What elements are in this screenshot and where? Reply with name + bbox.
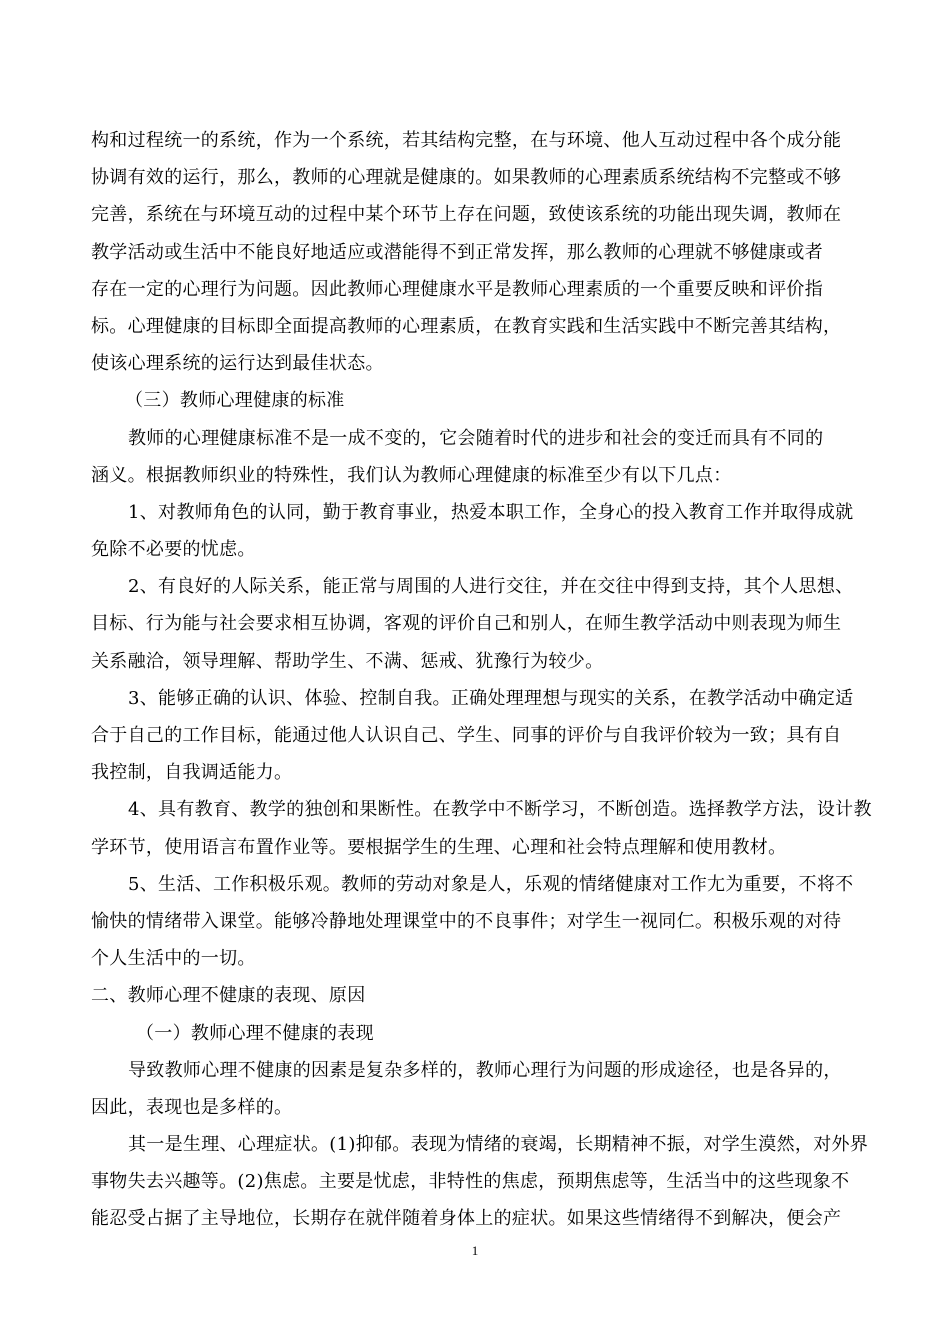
body-line: 因此，表现也是多样的。 [91,1096,293,1118]
section-heading-manifestations: （一）教师心理不健康的表现 [136,1022,374,1044]
list-item-3: 3、能够正确的认识、体验、控制自我。正确处理理想与现实的关系，在教学活动中确定适 [128,687,854,709]
document-body [91,122,872,1238]
body-line: 标。心理健康的目标即全面提高教师的心理素质，在教育实践和生活实践中不断完善其结构， [91,315,842,337]
body-line: 关系融洽，领导理解、帮助学生、不满、惩戒、犹豫行为较少。 [91,650,604,672]
body-line: 教师的心理健康标准不是一成不变的，它会随着时代的进步和社会的变迁而具有不同的 [128,427,824,449]
body-line: 存在一定的心理行为问题。因此教师心理健康水平是教师心理素质的一个重要反映和评价指 [91,278,823,300]
body-line: 完善，系统在与环境互动的过程中某个环节上存在问题，致使该系统的功能出现失调，教师在 [91,204,842,226]
body-line: 目标、行为能与社会要求相互协调，客观的评价自己和别人，在师生教学活动中则表现为师生 [91,613,842,635]
body-line: 导致教师心理不健康的因素是复杂多样的，教师心理行为问题的形成途径，也是各异的， [128,1059,842,1081]
body-line: 免除不必要的忧虑。 [91,539,256,561]
section-heading-standards: （三）教师心理健康的标准 [125,390,345,412]
body-line: 其一是生理、心理症状。(1)抑郁。表现为情绪的衰竭，长期精神不振，对学生漠然，对外界 [128,1134,869,1156]
list-item-4: 4、具有教育、教学的独创和果断性。在教学中不断学习，不断创造。选择教学方法，设计教 [128,799,872,821]
body-line: 能忍受占据了主导地位，长期存在就伴随着身体上的症状。如果这些情绪得不到解决，便会产 [91,1208,842,1230]
list-item-5: 5、生活、工作积极乐观。教师的劳动对象是人，乐观的情绪健康对工作尢为重要，不将不 [128,873,854,895]
body-line: 合于自己的工作目标，能通过他人认识自己、学生、同事的评价与自我评价较为一致；具有自 [91,725,842,746]
body-line: 愉快的情绪带入课堂。能够冷静地处理课堂中的不良事件；对学生一视同仁。积极乐观的对待 [91,910,842,932]
body-line: 学环节，使用语言布置作业等。要根据学生的生理、心理和社会特点理解和使用教材。 [91,836,787,858]
list-item-2: 2、有良好的人际关系，能正常与周围的人进行交往，并在交往中得到支持，其个人思想、 [128,576,854,598]
body-line: 事物失去兴趣等。(2)焦虑。主要是忧虑，非特性的焦虑，预期焦虑等，生活当中的这些现象不 [91,1171,850,1193]
body-line: 使该心理系统的运行达到最佳状态。 [91,353,384,375]
body-line: 个人生活中的一切。 [91,948,256,970]
body-line: 构和过程统一的系统，作为一个系统，若其结构完整，在与环境、他人互动过程中各个成分能 [91,130,842,151]
body-line: 协调有效的运行，那么，教师的心理就是健康的。如果教师的心理素质系统结构不完整或不够 [91,167,842,189]
list-item-1: 1、对教师角色的认同，勤于教育事业，热爱本职工作，全身心的投入教育工作并取得成就 [128,501,854,523]
chapter-heading-two: 二、教师心理不健康的表现、原因 [91,985,366,1007]
body-line: 教学活动或生活中不能良好地适应或潜能得不到正常发挥，那么教师的心理就不够健康或者 [91,241,823,263]
body-line: 我控制，自我调适能力。 [91,762,293,784]
body-line: 涵义。根据教师织业的特殊性，我们认为教师心理健康的标准至少有以下几点： [91,464,732,486]
page-number: 1 [471,1243,479,1258]
